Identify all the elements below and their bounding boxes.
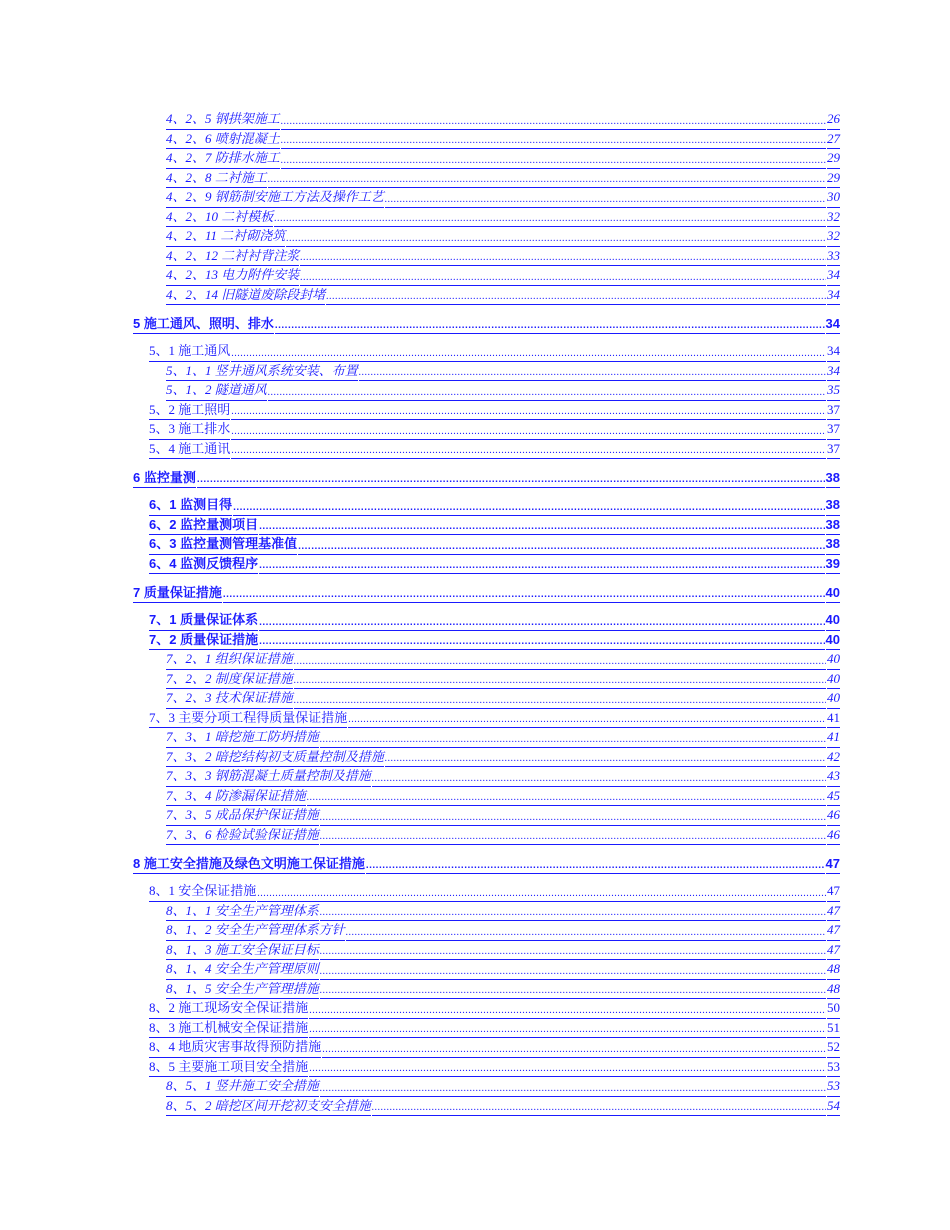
- toc-entry[interactable]: [133, 401, 840, 421]
- toc-entry[interactable]: [133, 149, 840, 169]
- toc-entry-title: 6、1 监测目得: [149, 495, 232, 516]
- toc-entry-page: 34: [827, 341, 840, 362]
- toc-entry-page: 47: [826, 854, 840, 874]
- toc-entry-page: 54: [827, 1096, 840, 1117]
- toc-entry-title: 8、1、4 安全生产管理原则: [166, 959, 319, 980]
- toc-entry-page: 26: [827, 109, 840, 130]
- toc-entry[interactable]: [133, 286, 840, 306]
- toc-entry[interactable]: [133, 728, 840, 748]
- toc-entry[interactable]: [133, 516, 840, 536]
- toc-entry[interactable]: [133, 208, 840, 228]
- toc-entry[interactable]: [133, 902, 840, 922]
- toc-entry[interactable]: [133, 535, 840, 555]
- toc-leader-dots: [385, 754, 826, 767]
- toc-entry[interactable]: [133, 767, 840, 787]
- toc-entry-page: 40: [827, 669, 840, 690]
- toc-entry[interactable]: [133, 342, 840, 362]
- toc-leader-dots: [286, 234, 826, 247]
- toc-leader-dots: [322, 1045, 826, 1058]
- toc-leader-dots: [320, 813, 826, 826]
- toc-entry-page: 32: [827, 226, 840, 247]
- toc-entry-title: 4、2、8 二衬施工: [166, 168, 267, 189]
- toc-entry-page: 40: [827, 649, 840, 670]
- toc-entry-title: 5、2 施工照明: [149, 400, 230, 421]
- toc-entry-page: 33: [827, 246, 840, 267]
- toc-entry-title: 8、1、3 施工安全保证目标: [166, 940, 319, 961]
- toc-leader-dots: [309, 1006, 826, 1019]
- toc-entry-page: 46: [827, 805, 840, 826]
- toc-entry-page: 35: [827, 380, 840, 401]
- toc-chapter-entry[interactable]: [133, 855, 840, 874]
- toc-entry-title: 7、3、5 成品保护保证措施: [166, 805, 319, 826]
- toc-entry[interactable]: [133, 227, 840, 247]
- toc-leader-dots: [320, 735, 826, 748]
- toc-entry-title: 7、1 质量保证体系: [149, 610, 258, 631]
- toc-entry[interactable]: [133, 362, 840, 382]
- toc-leader-dots: [259, 637, 824, 650]
- toc-leader-dots: [309, 1025, 826, 1038]
- toc-entry[interactable]: [133, 689, 840, 709]
- toc-leader-dots: [300, 273, 826, 286]
- toc-entry-page: 40: [826, 610, 840, 631]
- toc-entry-title: 5、4 施工通讯: [149, 439, 230, 460]
- toc-entry-title: 7、2、1 组织保证措施: [166, 649, 293, 670]
- toc-leader-dots: [274, 214, 826, 227]
- toc-entry-page: 37: [827, 400, 840, 421]
- toc-entry[interactable]: [133, 381, 840, 401]
- toc-chapter-entry[interactable]: [133, 584, 840, 603]
- toc-entry-title: 4、2、5 钢拱架施工: [166, 109, 280, 130]
- toc-entry-title: 7、3、1 暗挖施工防坍措施: [166, 727, 319, 748]
- toc-entry-page: 38: [826, 468, 840, 488]
- toc-leader-dots: [231, 446, 826, 459]
- toc-entry-title: 7、3 主要分项工程得质量保证措施: [149, 708, 347, 729]
- toc-entry[interactable]: [133, 999, 840, 1019]
- toc-entry-title: 6 监控量测: [133, 468, 196, 488]
- toc-leader-dots: [275, 321, 825, 334]
- toc-entry-page: 47: [827, 940, 840, 961]
- toc-entry-page: 53: [827, 1057, 840, 1078]
- toc-leader-dots: [298, 542, 824, 555]
- toc-entry[interactable]: [133, 882, 840, 902]
- toc-entry-title: 8、2 施工现场安全保证措施: [149, 998, 308, 1019]
- toc-entry-title: 8、5、1 竖井施工安全措施: [166, 1076, 319, 1097]
- toc-leader-dots: [268, 388, 826, 401]
- toc-entry[interactable]: [133, 1038, 840, 1058]
- toc-leader-dots: [320, 832, 826, 845]
- toc-entry-page: 29: [827, 168, 840, 189]
- toc-leader-dots: [259, 618, 824, 631]
- toc-entry-title: 7、3、6 检验试验保证措施: [166, 825, 319, 846]
- toc-entry-page: 48: [827, 979, 840, 1000]
- toc-leader-dots: [223, 590, 825, 603]
- toc-leader-dots: [259, 561, 824, 574]
- toc-leader-dots: [281, 136, 826, 149]
- toc-entry[interactable]: [133, 631, 840, 651]
- toc-entry-page: 27: [827, 129, 840, 150]
- toc-entry-page: 46: [827, 825, 840, 846]
- toc-leader-dots: [326, 292, 826, 305]
- toc-leader-dots: [233, 503, 824, 516]
- toc-entry[interactable]: [133, 806, 840, 826]
- toc-entry[interactable]: [133, 941, 840, 961]
- toc-entry-title: 8 施工安全措施及绿色文明施工保证措施: [133, 854, 365, 874]
- toc-entry-title: 4、2、14 旧隧道废除段封堵: [166, 285, 325, 306]
- toc-entry-page: 42: [827, 747, 840, 768]
- toc-entry-title: 7、2 质量保证措施: [149, 630, 258, 651]
- toc-entry[interactable]: [133, 496, 840, 516]
- toc-entry-title: 4、2、13 电力附件安装: [166, 265, 299, 286]
- toc-entry-page: 37: [827, 419, 840, 440]
- toc-entry-title: 4、2、10 二衬模板: [166, 207, 273, 228]
- toc-entry-page: 48: [827, 959, 840, 980]
- toc-entry-title: 7 质量保证措施: [133, 583, 222, 603]
- toc-entry-page: 41: [827, 727, 840, 748]
- toc-entry-title: 8、1、5 安全生产管理措施: [166, 979, 319, 1000]
- toc-entry-title: 6、4 监测反馈程序: [149, 554, 258, 575]
- toc-entry-page: 38: [826, 515, 840, 536]
- toc-entry-page: 53: [827, 1076, 840, 1097]
- toc-entry-title: 8、1 安全保证措施: [149, 881, 256, 902]
- toc-leader-dots: [348, 715, 826, 728]
- toc-entry-title: 6、3 监控量测管理基准值: [149, 534, 297, 555]
- toc-entry-title: 7、2、2 制度保证措施: [166, 669, 293, 690]
- toc-entry-page: 34: [827, 265, 840, 286]
- table-of-contents: [133, 110, 840, 1116]
- toc-entry-title: 4、2、9 钢筋制安施工方法及操作工艺: [166, 187, 384, 208]
- toc-leader-dots: [385, 195, 826, 208]
- toc-leader-dots: [307, 793, 826, 806]
- toc-leader-dots: [294, 676, 826, 689]
- toc-entry-page: 40: [826, 583, 840, 603]
- toc-entry[interactable]: [133, 650, 840, 670]
- toc-leader-dots: [281, 156, 826, 169]
- toc-entry-page: 37: [827, 439, 840, 460]
- toc-entry-title: 5 施工通风、照明、排水: [133, 314, 274, 334]
- toc-entry-title: 5、1 施工通风: [149, 341, 230, 362]
- toc-leader-dots: [197, 475, 825, 488]
- toc-entry-page: 45: [827, 786, 840, 807]
- toc-leader-dots: [366, 861, 825, 874]
- toc-entry-page: 47: [827, 901, 840, 922]
- toc-entry-title: 8、1、2 安全生产管理体系方针: [166, 920, 345, 941]
- toc-entry-page: 30: [827, 187, 840, 208]
- toc-entry[interactable]: [133, 670, 840, 690]
- toc-leader-dots: [372, 1103, 826, 1116]
- toc-entry-title: 4、2、6 喷射混凝土: [166, 129, 280, 150]
- toc-leader-dots: [320, 967, 826, 980]
- toc-entry-page: 32: [827, 207, 840, 228]
- toc-leader-dots: [231, 407, 826, 420]
- toc-entry[interactable]: [133, 1019, 840, 1039]
- toc-entry-page: 47: [827, 881, 840, 902]
- toc-entry-title: 7、3、2 暗挖结构初支质量控制及措施: [166, 747, 384, 768]
- toc-entry[interactable]: [133, 420, 840, 440]
- toc-leader-dots: [320, 986, 826, 999]
- toc-leader-dots: [294, 696, 826, 709]
- toc-entry-title: 7、3、4 防渗漏保证措施: [166, 786, 306, 807]
- toc-entry-page: 41: [827, 708, 840, 729]
- toc-entry-title: 8、4 地质灾害事故得预防措施: [149, 1037, 321, 1058]
- toc-entry[interactable]: [133, 709, 840, 729]
- toc-entry[interactable]: [133, 440, 840, 460]
- toc-entry[interactable]: [133, 1097, 840, 1117]
- toc-leader-dots: [320, 908, 826, 921]
- toc-entry-page: 52: [827, 1037, 840, 1058]
- toc-chapter-entry[interactable]: [133, 315, 840, 334]
- toc-leader-dots: [359, 368, 826, 381]
- toc-entry[interactable]: [133, 748, 840, 768]
- toc-entry[interactable]: [133, 247, 840, 267]
- toc-entry[interactable]: [133, 266, 840, 286]
- toc-chapter-entry[interactable]: [133, 469, 840, 488]
- toc-leader-dots: [300, 253, 826, 266]
- toc-leader-dots: [346, 928, 826, 941]
- toc-entry-title: 5、3 施工排水: [149, 419, 230, 440]
- toc-entry-title: 8、5、2 暗挖区间开挖初支安全措施: [166, 1096, 371, 1117]
- toc-leader-dots: [281, 117, 826, 130]
- toc-entry-title: 6、2 监控量测项目: [149, 515, 258, 536]
- toc-entry-title: 5、1、2 隧道通风: [166, 380, 267, 401]
- toc-entry[interactable]: [133, 555, 840, 575]
- toc-leader-dots: [320, 947, 826, 960]
- toc-entry[interactable]: [133, 1077, 840, 1097]
- toc-entry-title: 4、2、12 二衬衬背注浆: [166, 246, 299, 267]
- toc-entry-title: 4、2、11 二衬砌浇筑: [166, 226, 285, 247]
- toc-entry-title: 4、2、7 防排水施工: [166, 148, 280, 169]
- toc-entry-page: 34: [827, 285, 840, 306]
- toc-entry[interactable]: [133, 1058, 840, 1078]
- toc-entry-title: 7、2、3 技术保证措施: [166, 688, 293, 709]
- toc-leader-dots: [231, 427, 826, 440]
- toc-entry-title: 8、3 施工机械安全保证措施: [149, 1018, 308, 1039]
- toc-leader-dots: [294, 657, 826, 670]
- toc-entry-page: 51: [827, 1018, 840, 1039]
- toc-entry-page: 40: [826, 630, 840, 651]
- toc-entry[interactable]: [133, 787, 840, 807]
- toc-leader-dots: [259, 522, 824, 535]
- toc-leader-dots: [257, 889, 826, 902]
- toc-entry-page: 50: [827, 998, 840, 1019]
- toc-entry[interactable]: [133, 960, 840, 980]
- toc-entry-title: 8、1、1 安全生产管理体系: [166, 901, 319, 922]
- toc-entry-title: 5、1、1 竖井通风系统安装、布置: [166, 361, 358, 382]
- toc-entry[interactable]: [133, 980, 840, 1000]
- toc-leader-dots: [320, 1084, 826, 1097]
- toc-entry-page: 38: [826, 495, 840, 516]
- toc-leader-dots: [372, 774, 826, 787]
- toc-entry[interactable]: [133, 130, 840, 150]
- toc-entry-page: 29: [827, 148, 840, 169]
- toc-entry[interactable]: [133, 611, 840, 631]
- toc-entry-page: 47: [827, 920, 840, 941]
- toc-entry-page: 34: [827, 361, 840, 382]
- toc-entry-page: 43: [827, 766, 840, 787]
- toc-entry-page: 39: [826, 554, 840, 575]
- toc-entry-page: 40: [827, 688, 840, 709]
- toc-entry-page: 38: [826, 534, 840, 555]
- toc-entry-title: 8、5 主要施工项目安全措施: [149, 1057, 308, 1078]
- toc-entry[interactable]: [133, 169, 840, 189]
- toc-leader-dots: [309, 1064, 826, 1077]
- toc-entry[interactable]: [133, 188, 840, 208]
- toc-entry[interactable]: [133, 921, 840, 941]
- toc-entry[interactable]: [133, 826, 840, 846]
- toc-entry-page: 34: [826, 314, 840, 334]
- toc-entry[interactable]: [133, 110, 840, 130]
- toc-entry-title: 7、3、3 钢筋混凝土质量控制及措施: [166, 766, 371, 787]
